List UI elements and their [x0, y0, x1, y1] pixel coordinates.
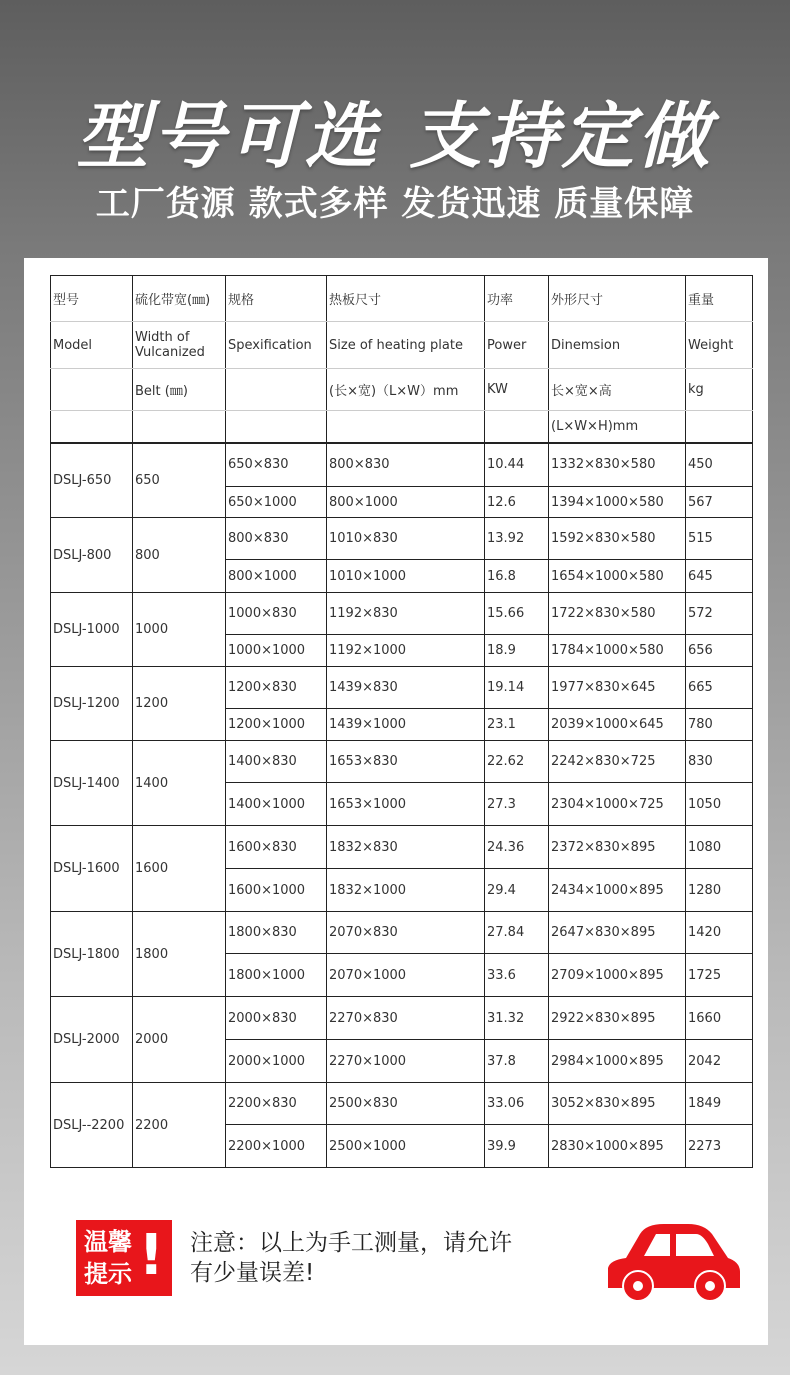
spec-cell: 650×1000 — [226, 487, 327, 518]
belt-width-cell: 1000 — [133, 593, 226, 667]
spec-cell: 39.9 — [485, 1125, 549, 1168]
spec-cell: 2830×1000×895 — [549, 1125, 686, 1168]
table-row — [51, 741, 753, 783]
exclamation-icon: ! — [138, 1223, 164, 1288]
table-row — [51, 997, 753, 1040]
header-cell — [51, 411, 133, 443]
spec-cell: 2500×830 — [327, 1083, 485, 1125]
header-cell: Dinemsion — [549, 322, 686, 369]
spec-cell: 2434×1000×895 — [549, 869, 686, 912]
spec-cell: 2984×1000×895 — [549, 1040, 686, 1083]
spec-cell: 1832×830 — [327, 826, 485, 869]
spec-cell: 2304×1000×725 — [549, 783, 686, 826]
model-cell: DSLJ-1200 — [51, 667, 133, 741]
spec-cell: 2039×1000×645 — [549, 709, 686, 741]
model-cell: DSLJ--2200 — [51, 1083, 133, 1168]
spec-cell: 1439×830 — [327, 667, 485, 709]
spec-cell: 645 — [686, 560, 753, 593]
spec-cell: 1832×1000 — [327, 869, 485, 912]
spec-cell: 27.3 — [485, 783, 549, 826]
header-cell: Width of Vulcanized — [133, 322, 226, 369]
spec-cell: 800×1000 — [226, 560, 327, 593]
spec-cell: 1280 — [686, 869, 753, 912]
table-row — [51, 593, 753, 635]
spec-cell: 31.32 — [485, 997, 549, 1040]
spec-cell: 1200×1000 — [226, 709, 327, 741]
belt-width-cell: 2000 — [133, 997, 226, 1083]
spec-cell: 450 — [686, 443, 753, 487]
spec-cell: 780 — [686, 709, 753, 741]
spec-cell: 567 — [686, 487, 753, 518]
spec-cell: 29.4 — [485, 869, 549, 912]
spec-cell: 2500×1000 — [327, 1125, 485, 1168]
spec-cell: 656 — [686, 635, 753, 667]
notice-line-1: 注意：以上为手工测量，请允许 — [190, 1230, 512, 1256]
spec-cell: 1010×1000 — [327, 560, 485, 593]
spec-cell: 1439×1000 — [327, 709, 485, 741]
header-cell — [485, 411, 549, 443]
belt-width-cell: 1400 — [133, 741, 226, 826]
spec-cell: 1800×830 — [226, 912, 327, 954]
header-cell: Model — [51, 322, 133, 369]
header-row — [51, 411, 753, 443]
spec-cell: 830 — [686, 741, 753, 783]
header-cell — [686, 411, 753, 443]
spec-cell: 2647×830×895 — [549, 912, 686, 954]
badge-line-1: 温馨 — [84, 1228, 132, 1256]
table-row — [51, 826, 753, 869]
model-cell: DSLJ-1400 — [51, 741, 133, 826]
spec-cell: 2070×830 — [327, 912, 485, 954]
spec-cell: 2273 — [686, 1125, 753, 1168]
notice-text — [190, 1228, 512, 1288]
spec-cell: 800×1000 — [327, 487, 485, 518]
header-cell: 规格 — [226, 276, 327, 322]
model-cell: DSLJ-1800 — [51, 912, 133, 997]
model-cell: DSLJ-650 — [51, 443, 133, 518]
spec-cell: 2372×830×895 — [549, 826, 686, 869]
spec-cell: 1725 — [686, 954, 753, 997]
belt-width-cell: 1600 — [133, 826, 226, 912]
spec-cell: 1010×830 — [327, 518, 485, 560]
notice-badge — [76, 1220, 172, 1296]
spec-cell: 1600×1000 — [226, 869, 327, 912]
spec-cell: 800×830 — [226, 518, 327, 560]
spec-cell: 19.14 — [485, 667, 549, 709]
spec-cell: 22.62 — [485, 741, 549, 783]
spec-cell: 18.9 — [485, 635, 549, 667]
spec-cell: 16.8 — [485, 560, 549, 593]
header-cell — [226, 369, 327, 411]
spec-cell: 2270×830 — [327, 997, 485, 1040]
table-row — [51, 443, 753, 487]
header-cell: 热板尺寸 — [327, 276, 485, 322]
model-cell: DSLJ-2000 — [51, 997, 133, 1083]
header-cell: 硫化带宽(㎜) — [133, 276, 226, 322]
spec-cell: 1000×1000 — [226, 635, 327, 667]
spec-cell: 3052×830×895 — [549, 1083, 686, 1125]
header-cell: 重量 — [686, 276, 753, 322]
spec-cell: 1784×1000×580 — [549, 635, 686, 667]
spec-cell: 665 — [686, 667, 753, 709]
spec-cell: 1332×830×580 — [549, 443, 686, 487]
header-cell: 型号 — [51, 276, 133, 322]
spec-cell: 2242×830×725 — [549, 741, 686, 783]
header-cell: Spexification — [226, 322, 327, 369]
spec-cell: 1080 — [686, 826, 753, 869]
header-row — [51, 276, 753, 322]
spec-cell: 2042 — [686, 1040, 753, 1083]
hero-subtitle: 工厂货源 款式多样 发货迅速 质量保障 — [95, 184, 695, 224]
spec-cell: 1660 — [686, 997, 753, 1040]
belt-width-cell: 2200 — [133, 1083, 226, 1168]
spec-cell: 515 — [686, 518, 753, 560]
notice-line-2: 有少量误差! — [190, 1260, 315, 1286]
spec-cell: 1653×1000 — [327, 783, 485, 826]
spec-cell: 1400×1000 — [226, 783, 327, 826]
spec-cell: 33.6 — [485, 954, 549, 997]
spec-cell: 27.84 — [485, 912, 549, 954]
car-icon — [604, 1220, 744, 1300]
header-cell: KW — [485, 369, 549, 411]
header-cell: Size of heating plate — [327, 322, 485, 369]
header-row — [51, 369, 753, 411]
spec-cell: 1000×830 — [226, 593, 327, 635]
spec-cell: 572 — [686, 593, 753, 635]
spec-cell: 15.66 — [485, 593, 549, 635]
table-row — [51, 1083, 753, 1125]
spec-cell: 10.44 — [485, 443, 549, 487]
spec-cell: 1800×1000 — [226, 954, 327, 997]
spec-cell: 1600×830 — [226, 826, 327, 869]
header-cell — [51, 369, 133, 411]
header-cell — [226, 411, 327, 443]
spec-cell: 37.8 — [485, 1040, 549, 1083]
spec-cell: 2709×1000×895 — [549, 954, 686, 997]
header-row — [51, 322, 753, 369]
spec-cell: 1653×830 — [327, 741, 485, 783]
model-cell: DSLJ-1000 — [51, 593, 133, 667]
hero-title: 型号可选 支持定做 — [76, 94, 714, 178]
header-cell: 功率 — [485, 276, 549, 322]
belt-width-cell: 1800 — [133, 912, 226, 997]
belt-width-cell: 650 — [133, 443, 226, 518]
spec-cell: 1420 — [686, 912, 753, 954]
header-cell: 外形尺寸 — [549, 276, 686, 322]
header-cell: (长×宽)（L×W）mm — [327, 369, 485, 411]
spec-cell: 1592×830×580 — [549, 518, 686, 560]
header-cell: Belt (㎜) — [133, 369, 226, 411]
spec-cell: 2000×1000 — [226, 1040, 327, 1083]
header-cell: kg — [686, 369, 753, 411]
spec-cell: 2070×1000 — [327, 954, 485, 997]
spec-cell: 13.92 — [485, 518, 549, 560]
header-cell — [133, 411, 226, 443]
hero-banner — [0, 0, 790, 258]
spec-cell: 1050 — [686, 783, 753, 826]
spec-table — [50, 275, 753, 1168]
spec-cell: 33.06 — [485, 1083, 549, 1125]
header-cell: Power — [485, 322, 549, 369]
header-cell: 长×宽×高 — [549, 369, 686, 411]
spec-cell: 1192×830 — [327, 593, 485, 635]
spec-cell: 2000×830 — [226, 997, 327, 1040]
spec-cell: 1394×1000×580 — [549, 487, 686, 518]
spec-cell: 12.6 — [485, 487, 549, 518]
table-row — [51, 912, 753, 954]
spec-cell: 23.1 — [485, 709, 549, 741]
spec-cell: 1654×1000×580 — [549, 560, 686, 593]
spec-cell: 2922×830×895 — [549, 997, 686, 1040]
spec-cell: 2200×1000 — [226, 1125, 327, 1168]
model-cell: DSLJ-1600 — [51, 826, 133, 912]
table-row — [51, 667, 753, 709]
header-cell — [327, 411, 485, 443]
spec-cell: 1849 — [686, 1083, 753, 1125]
spec-cell: 1722×830×580 — [549, 593, 686, 635]
belt-width-cell: 1200 — [133, 667, 226, 741]
spec-cell: 1192×1000 — [327, 635, 485, 667]
badge-line-2: 提示 — [84, 1260, 132, 1288]
spec-cell: 2200×830 — [226, 1083, 327, 1125]
belt-width-cell: 800 — [133, 518, 226, 593]
spec-cell: 650×830 — [226, 443, 327, 487]
header-cell: (L×W×H)mm — [549, 411, 686, 443]
spec-cell: 1400×830 — [226, 741, 327, 783]
model-cell: DSLJ-800 — [51, 518, 133, 593]
spec-cell: 2270×1000 — [327, 1040, 485, 1083]
spec-cell: 1200×830 — [226, 667, 327, 709]
spec-panel — [24, 258, 768, 1345]
table-row — [51, 518, 753, 560]
header-cell: Weight — [686, 322, 753, 369]
spec-cell: 800×830 — [327, 443, 485, 487]
spec-cell: 1977×830×645 — [549, 667, 686, 709]
spec-cell: 24.36 — [485, 826, 549, 869]
